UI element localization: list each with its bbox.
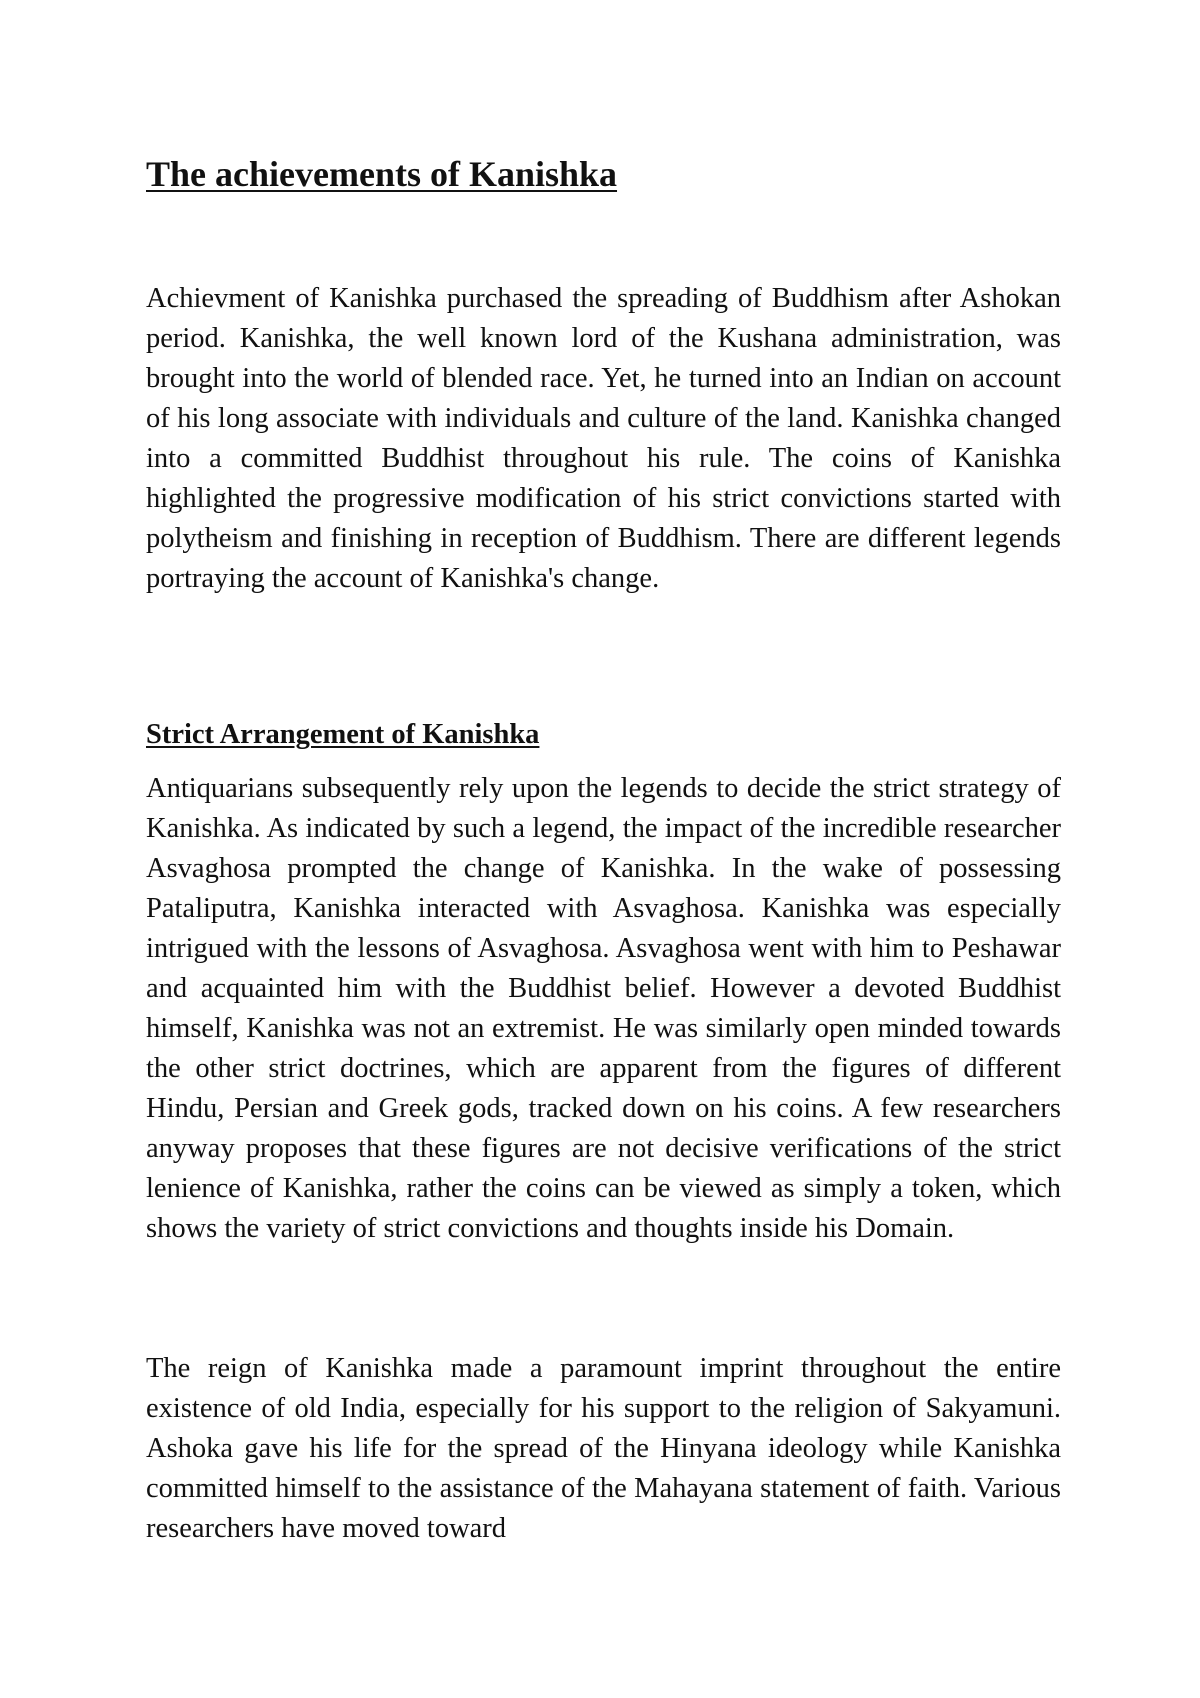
section-paragraph-2: The reign of Kanishka made a paramount imprint throughout the entire existence of old India, especially for his support to the religion of Sakyamuni. Ashoka gave his life for the spread of the Hinyana ideology while Kanishka committed himself to the assistance of the Mahayana statement of faith. Various researchers have moved toward <box>146 1353 1061 1544</box>
intro-paragraph: Achievment of Kanishka purchased the spreading of Buddhism after Ashokan period. Kanishka, the well known lord of the Kushana administration, was brought into the world of blended race. Yet, he turned into an Indian on account of his long associate with individuals and culture of the land. Kanishka changed into a committed Buddhist throughout his rule. The coins of Kanishka highlighted the progressive modification of his strict convictions started with polytheism and finishing in reception of Buddhism. There are different legends portraying the account of Kanishka's change. <box>146 283 1061 594</box>
section-paragraph-1: Antiquarians subsequently rely upon the legends to decide the strict strategy of Kanishka. As indicated by such a legend, the impact of the incredible researcher Asvaghosa prompted the change of Kanishka. In the wake of possessing Pataliputra, Kanishka interacted with Asvaghosa. Kanishka was especially intrigued with the lessons of Asvaghosa. Asvaghosa went with him to Peshawar and acquainted him with the Buddhist belief. However a devoted Buddhist himself, Kanishka was not an extremist. He was similarly open minded towards the other strict doctrines, which are apparent from the figures of different Hindu, Persian and Greek gods, tracked down on his coins. A few researchers anyway proposes that these figures are not decisive verifications of the strict lenience of Kanishka, rather the coins can be viewed as simply a token, which shows the variety of strict convictions and thoughts inside his Domain. <box>146 773 1061 1244</box>
document-title: The achievements of Kanishka <box>146 154 618 194</box>
section-heading: Strict Arrangement of Kanishka <box>146 719 540 750</box>
